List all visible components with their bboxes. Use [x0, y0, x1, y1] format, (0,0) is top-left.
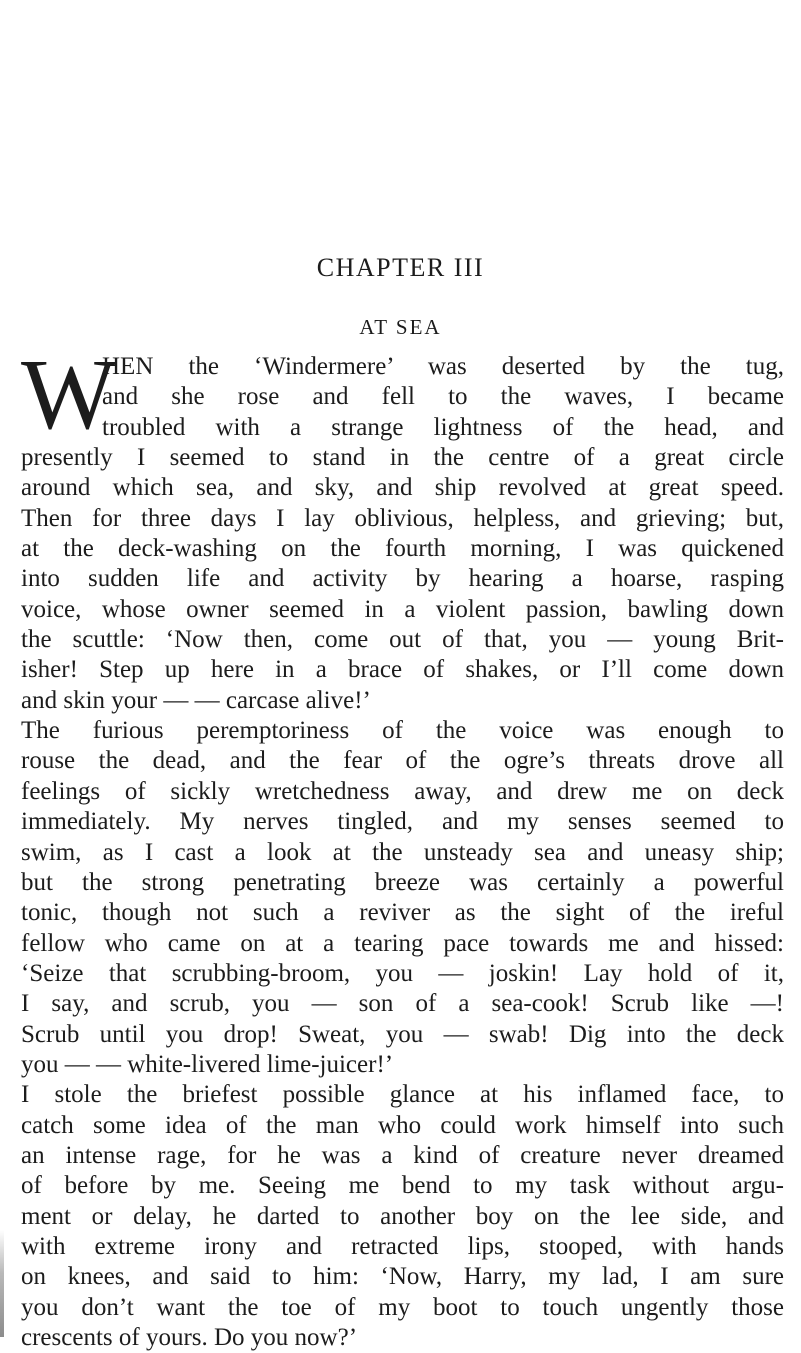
text-line: but the strong penetrating breeze was certainly a powerful [21, 868, 784, 896]
text-line: into sudden life and activity by hearing a hoarse, rasping [21, 565, 784, 593]
text-line: at the deck-washing on the fourth morning, I was quickened [21, 535, 784, 563]
text-line: I say, and scrub, you — son of a sea-cook! Scrub like —! [21, 990, 784, 1018]
text-line: immediately. My nerves tingled, and my senses seemed to [21, 808, 784, 836]
chapter-heading: CHAPTER III [316, 253, 485, 282]
text-line: around which sea, and sky, and ship revolved at great speed. [21, 474, 784, 502]
text-line: catch some idea of the man who could work himself into such [21, 1111, 784, 1139]
text-line: tonic, though not such a reviver as the sight of the ireful [21, 899, 784, 927]
text-line: on knees, and said to him: ‘Now, Harry, my lad, I am sure [21, 1263, 784, 1291]
chapter-body-text [21, 338, 784, 1353]
text-line: ment or delay, he darted to another boy on the lee side, and [21, 1202, 784, 1230]
text-line: you don’t want the toe of my boot to touch ungently those [21, 1293, 784, 1321]
text-line: crescents of yours. Do you now?’ [21, 1324, 358, 1351]
text-line: you — — white-livered lime-juicer!’ [21, 1050, 394, 1078]
text-line: HEN the ‘Windermere’ was deserted by the tug, [102, 353, 784, 380]
text-line: fellow who came on at a tearing pace towards me and hissed: [21, 929, 784, 957]
text-line: ‘Seize that scrubbing-broom, you — joskin! Lay hold of it, [21, 959, 784, 987]
text-line: with extreme irony and retracted lips, stooped, with hands [21, 1232, 784, 1260]
page-edge-shadow [0, 1230, 4, 1337]
chapter-title: AT SEA [359, 315, 442, 339]
text-line: troubled with a strange lightness of the head, and [102, 413, 784, 441]
text-line: I stole the briefest possible glance at his inflamed face, to [21, 1081, 784, 1109]
text-line: presently I seemed to stand in the centre of a great circle [21, 444, 784, 472]
text-line: swim, as I cast a look at the unsteady sea and uneasy ship; [21, 838, 784, 866]
text-line: of before by me. Seeing me bend to my task without argu- [21, 1172, 784, 1200]
text-line: rouse the dead, and the fear of the ogre’s threats drove all [21, 747, 784, 775]
drop-cap-letter: W [21, 338, 115, 450]
text-line: an intense rage, for he was a kind of creature never dreamed [21, 1141, 784, 1169]
text-line: the scuttle: ‘Now then, come out of that, you — young Brit- [21, 626, 784, 654]
text-line: The furious peremptoriness of the voice was enough to [21, 717, 784, 745]
text-line: feelings of sickly wretchedness away, and drew me on deck [21, 777, 784, 805]
text-line: and she rose and fell to the waves, I became [102, 383, 784, 411]
text-line: Scrub until you drop! Sweat, you — swab! Dig into the deck [21, 1020, 784, 1048]
text-line: Then for three days I lay oblivious, helpless, and grieving; but, [21, 504, 784, 532]
text-line: isher! Step up here in a brace of shakes, or I’ll come down [21, 656, 784, 684]
text-line: voice, whose owner seemed in a violent passion, bawling down [21, 595, 784, 623]
text-line: and skin your — — carcase alive!’ [21, 686, 371, 714]
